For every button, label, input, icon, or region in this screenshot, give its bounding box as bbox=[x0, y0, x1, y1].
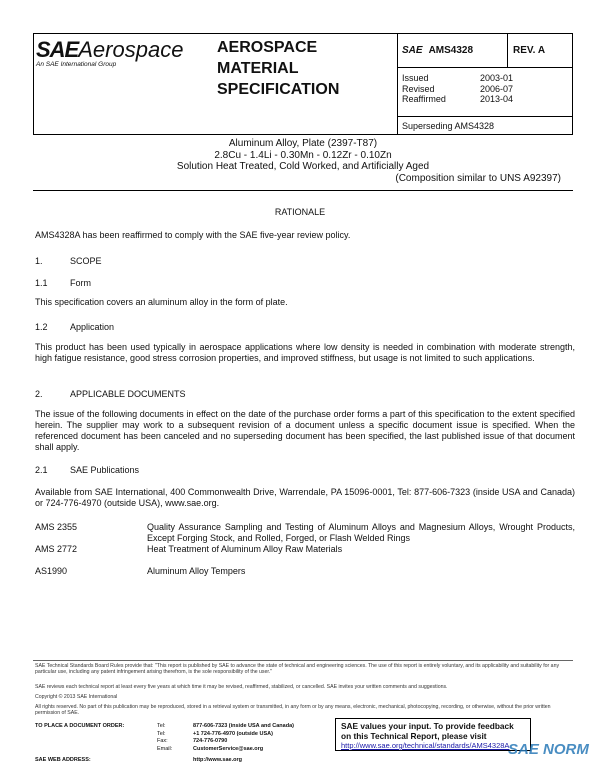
doc-sae-logo: SAE bbox=[402, 45, 423, 56]
header-divider-2 bbox=[507, 33, 508, 67]
footer-copyright: Copyright © 2013 SAE International bbox=[35, 694, 118, 700]
superseding-note: Superseding AMS4328 bbox=[402, 121, 495, 131]
title-line-3: Solution Heat Treated, Cold Worked, and Artificially Aged bbox=[176, 161, 430, 172]
section-number: 1.2 bbox=[35, 322, 48, 332]
contact-value: +1 724-776-4970 (outside USA) bbox=[193, 730, 273, 737]
feedback-box bbox=[335, 718, 531, 751]
section-2-heading bbox=[35, 389, 186, 399]
contact-label: Email: bbox=[157, 745, 173, 752]
rationale-heading: RATIONALE bbox=[274, 207, 326, 217]
reference-code: AMS 2772 bbox=[35, 544, 78, 554]
brand-name: Aerospace bbox=[78, 37, 184, 62]
dates-block bbox=[402, 73, 513, 105]
header-divider-3 bbox=[397, 67, 573, 68]
brand-sae: SAE bbox=[36, 37, 79, 62]
section-1-heading bbox=[35, 256, 102, 266]
order-label: TO PLACE A DOCUMENT ORDER: bbox=[35, 723, 125, 729]
header-right-border bbox=[572, 33, 573, 134]
date-row bbox=[402, 84, 513, 95]
contact-label: Fax: bbox=[157, 738, 168, 744]
header-bottom-border bbox=[33, 134, 573, 135]
section-2-text: The issue of the following documents in effect on the date of the purchase order forms a part of this specification to the extent specified herein. The supplier may work to a subsequent revision of a document unless a specific document issue is specified. When the referenced document has been canceled and no superseding document has been specified, the last published issue of that document shall apply. bbox=[35, 409, 575, 452]
feedback-url-link[interactable]: http://www.sae.org/technical/standards/AMS4328A bbox=[341, 741, 510, 750]
reference-row bbox=[35, 522, 575, 544]
header-top-border bbox=[33, 33, 573, 34]
contact-label: Tel: bbox=[157, 730, 166, 737]
header-divider-1 bbox=[397, 33, 398, 134]
sae-norm-watermark: SAE NORM bbox=[508, 741, 589, 758]
section-1-1-text: This specification covers an aluminum alloy in the form of plate. bbox=[35, 297, 288, 307]
contact-value: 877-606-7323 (inside USA and Canada) bbox=[193, 723, 294, 729]
date-value: 2013-04 bbox=[480, 94, 514, 104]
header-left-border bbox=[33, 33, 34, 134]
title-line-2: 2.8Cu - 1.4Li - 0.30Mn - 0.12Zr - 0.10Zn bbox=[214, 149, 392, 161]
section-title: APPLICABLE DOCUMENTS bbox=[70, 389, 186, 399]
section-number: 1. bbox=[35, 256, 43, 266]
footer-review-note: SAE reviews each technical report at least every five years at which time it may be revised, reaffirmed, stabilized, or cancelled. SAE invites your written comments and suggestions. bbox=[35, 684, 448, 690]
section-title: SCOPE bbox=[70, 256, 102, 266]
revision-label: REV. A bbox=[513, 45, 546, 56]
web-address-link[interactable]: http://www.sae.org bbox=[193, 757, 242, 763]
web-label: SAE WEB ADDRESS: bbox=[35, 757, 91, 763]
contact-email-link[interactable]: CustomerService@sae.org bbox=[193, 745, 264, 752]
footer-disclaimer: SAE Technical Standards Board Rules provide that: "This report is published by SAE to advance the state of technical and engineering sciences. The use of this report is entirely voluntary, and its applicability and suitability for any particular use, including any patent infringement arising therefrom, is the sole responsibility of the user." bbox=[35, 663, 560, 676]
feedback-line-1: SAE values your input. To provide feedback bbox=[341, 721, 514, 731]
date-label: Revised bbox=[402, 83, 435, 94]
feedback-line-2: on this Technical Report, please visit bbox=[341, 730, 487, 741]
section-title: Form bbox=[70, 278, 91, 288]
section-1-2-text: This product has been used typically in aerospace applications where low density is needed in combination with moderate strength, high fatigue resistance, good stress corrosion properties, and improved stiffness, but usage is not limited to such applications. bbox=[35, 342, 575, 363]
section-number: 1.1 bbox=[35, 278, 48, 288]
footer-rights: All rights reserved. No part of this publication may be reproduced, stored in a retrieval system or transmitted, in any form or by any means, electronic, mechanical, photocopying, recording, or otherwise, without the prior written permission of SAE. bbox=[35, 704, 551, 717]
date-label: Issued bbox=[402, 73, 429, 83]
section-1-2-heading bbox=[35, 322, 114, 332]
footer-top-rule bbox=[33, 660, 573, 661]
title-bottom-border bbox=[33, 190, 573, 191]
section-2-1-heading bbox=[35, 465, 139, 475]
reference-row bbox=[35, 566, 575, 578]
reference-title: Heat Treatment of Aluminum Alloy Raw Materials bbox=[147, 544, 343, 554]
section-number: 2.1 bbox=[35, 465, 48, 475]
reference-title: Quality Assurance Sampling and Testing of Aluminum Alloys and Magnesium Alloys, Wrought Products, Except Forging Stock, and Rolled, Forged, or Flash Welded Rings bbox=[147, 522, 575, 543]
contact-label: Tel: bbox=[157, 723, 166, 729]
section-title: Application bbox=[70, 322, 115, 332]
section-1-1-heading bbox=[35, 278, 91, 288]
section-2-1-text: Available from SAE International, 400 Commonwealth Drive, Warrendale, PA 15096-0001, Tel: 877-606-7323 (inside USA and Canada) or 724-776-4970 (outside USA), www.sae.org. bbox=[35, 487, 575, 508]
date-value: 2003-01 bbox=[480, 73, 514, 83]
header-divider-4 bbox=[397, 116, 573, 117]
sae-aerospace-logo bbox=[36, 37, 183, 63]
reference-code: AMS 2355 bbox=[35, 522, 78, 532]
section-number: 2. bbox=[35, 389, 43, 399]
reference-title: Aluminum Alloy Tempers bbox=[147, 566, 246, 576]
reference-code: AS1990 bbox=[35, 566, 68, 576]
document-title bbox=[35, 138, 571, 184]
date-row bbox=[402, 94, 513, 105]
document-number-cell bbox=[402, 45, 473, 56]
reference-row bbox=[35, 544, 575, 556]
contact-value: 724-776-0790 bbox=[193, 738, 228, 744]
date-row bbox=[402, 73, 513, 84]
date-value: 2006-07 bbox=[480, 83, 514, 94]
brand-tagline: An SAE International Group bbox=[36, 61, 117, 68]
section-title: SAE Publications bbox=[70, 465, 140, 475]
document-number: AMS4328 bbox=[428, 45, 474, 56]
title-composition: (Composition similar to UNS A92397) bbox=[395, 172, 561, 184]
rationale-text: AMS4328A has been reaffirmed to comply with the SAE five-year review policy. bbox=[35, 230, 351, 240]
date-label: Reaffirmed bbox=[402, 94, 446, 104]
document-type: AEROSPACE MATERIAL SPECIFICATION bbox=[217, 39, 340, 98]
title-line-1: Aluminum Alloy, Plate (2397-T87) bbox=[228, 138, 378, 149]
